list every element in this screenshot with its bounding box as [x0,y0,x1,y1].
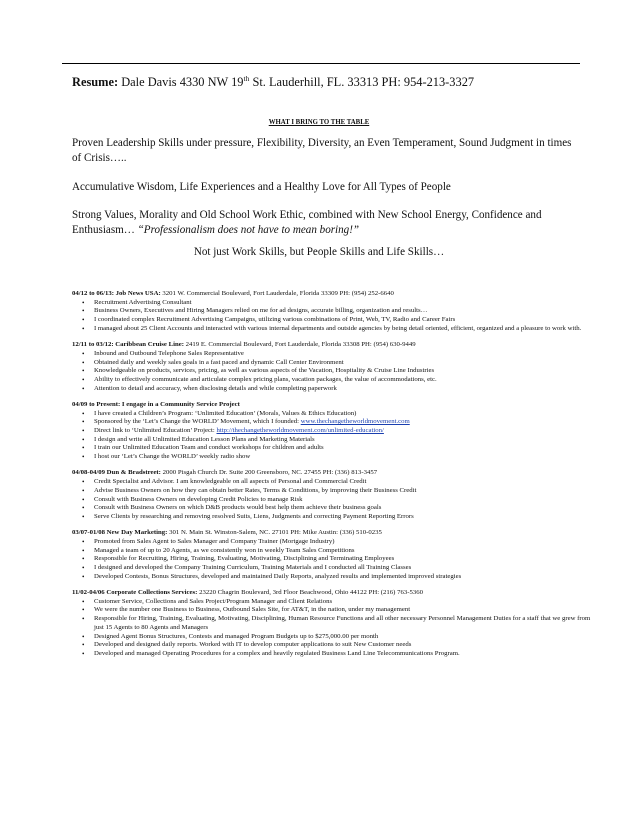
job-duty-item: • I train our Unlimited Education Team and conduct workshops for children and adults [72,444,592,453]
ordinal-suffix: th [243,74,250,83]
summary-values [72,208,572,237]
job-dates-employer: 04/12 to 06/13: Job News USA: [72,290,161,297]
job-duty-item: • Managed a team of up to 20 Agents, as we consistently won in weekly Team Sales Competitions [72,547,592,556]
job-duty-item: • Obtained daily and weekly sales goals in a fast paced and dynamic Call Center Environment [72,359,592,368]
job-duty-item: • Promoted from Sales Agent to Sales Manager and Company Trainer (Mortgage Industry) [72,538,592,547]
job-duty-item: • Responsible for Recruiting, Hiring, Training, Evaluating, Motivating, Disciplining and Terminating Employees [72,555,592,564]
job-duty-item: • I host our ‘Let’s Change the WORLD’ weekly radio show [72,453,592,462]
job-duty-item: • I managed about 25 Client Accounts and interacted with various internal departments and outside agencies by being detail oriented, efficient, organized and a pleasure to work with. [72,325,592,334]
job-duty-item: • Attention to detail and accuracy, when disclosing details and while completing paperwork [72,385,592,394]
job-address-phone: 3201 W. Commercial Boulevard, Fort Lauderdale, Florida 33309 PH: (954) 252-6640 [160,290,394,297]
job-duties-list [72,410,592,462]
contact-city-phone: St. Lauderhill, FL. 33313 PH: 954-213-3327 [249,75,475,90]
work-history [72,290,592,666]
job-entry [72,589,592,659]
resume-label: Resume: [72,75,119,90]
job-address-phone: 301 N. Main St. Winston-Salem, NC. 27101 PH: Mike Austin: (336) 510-0235 [167,529,382,537]
job-heading [72,589,592,598]
job-entry [72,469,592,521]
resume-header [72,74,592,90]
job-dates-employer: 04/09 to Present: I engage in a Community Service Project [72,400,240,408]
summary-leadership: Proven Leadership Skills under pressure, Flexibility, Diversity, an Even Temperament, Sound Judgment in times of Crisis….. [72,137,572,164]
job-entry [72,341,592,393]
job-duties-list [72,598,592,659]
summary-quote: “Professionalism does not have to mean boring!” [137,223,360,236]
job-duty-item: • We were the number one Business to Business, Outbound Sales Site, for AT&T, in the nation, under my management [72,606,592,615]
job-duty-item: • Developed Contests, Bonus Structures, developed and maintained Daily Reports, analyzed results and implemented improved strategies [72,573,592,582]
job-duty-item: • Designed Agent Bonus Structures, Contests and managed Program Budgets up to $275,000.00 per month [72,633,592,642]
job-duty-item: • Recruitment Advertising Consultant [72,299,592,308]
job-heading [72,401,592,410]
job-address-phone: 2000 Pisgah Church Dr. Suite 200 Greensboro, NC. 27455 PH: (336) 813-3457 [160,469,378,477]
job-duties-list [72,299,592,334]
job-duties-list [72,538,592,582]
website-link[interactable]: http://thechangetheworldmovement.com/unlimited-education/ [216,427,384,435]
job-duty-item: • Developed and managed Operating Procedures for a complex and heavily regulated Business Land Line Telecommunications Program. [72,650,592,659]
job-dates-employer: 03/07-01/08 New Day Marketing: [72,529,168,537]
job-duty-item: • Knowledgeable on products, services, pricing, as well as various aspects of the Vacation, Hospitality & Cruise Line Industries [72,367,592,376]
job-duty-item: • Responsible for Hiring, Training, Evaluating, Motivating, Disciplining, Human Resource Functions and all other necessary Personnel Management Duties for a staff that we grew from just 15 Agents to 80 Agents and Managers [72,615,592,632]
job-address-phone: 23220 Chagrin Boulevard, 3rd Floor Beachwood, Ohio 44122 PH: (216) 763-5360 [197,589,423,597]
contact-name-address: Dale Davis 4330 NW 19 [121,75,244,90]
job-duty-item: • Inbound and Outbound Telephone Sales Representative [72,350,592,359]
job-entry [72,290,592,334]
job-heading [72,341,592,350]
job-address-phone: 2419 E. Commercial Boulevard, Fort Lauderdale, Florida 33308 PH: (954) 630-9449 [183,341,416,349]
job-duty-item: • I have created a Children’s Program: ‘Unlimited Education’ (Morals, Values & Ethics Education) [72,410,592,419]
job-duty-item: • Direct link to ‘Unlimited Education’ Project: http://thechangetheworldmovement.com/unlimited-education/ [72,427,592,436]
job-dates-employer: 04/08-04/09 Dun & Bradstreet: [72,469,161,477]
job-heading [72,290,592,299]
job-duty-item: • I designed and developed the Company Training Curriculum, Training Materials and I conducted all Training Classes [72,564,592,573]
job-duty-item: • Ability to effectively communicate and articulate complex pricing plans, vacation packages, the value of accommodations, etc. [72,376,592,385]
summary-wisdom: Accumulative Wisdom, Life Experiences and a Healthy Love for All Types of People [72,181,451,193]
job-duty-item: • Credit Specialist and Advisor. I am knowledgeable on all aspects of Personal and Commercial Credit [72,478,592,487]
summary-skills-line: Not just Work Skills, but People Skills and Life Skills… [193,246,445,258]
job-dates-employer: 12/11 to 03/12: Caribbean Cruise Line: [72,341,184,349]
job-duty-item: • Advise Business Owners on how they can obtain better Rates, Terms & Conditions, by improving their Business Credit [72,487,592,496]
job-duty-item: • Consult with Business Owners on which D&B products would best help them achieve their business goals [72,504,592,513]
job-duty-item: • Business Owners, Executives and Hiring Managers relied on me for ad designs, accurate billing, organization and results… [72,307,592,316]
header-rule [62,63,580,64]
job-dates-employer: 11/02-04/06 Corporate Collections Services: [72,589,198,597]
job-duty-item: • Developed and designed daily reports. Worked with IT to develop computer applications to suit New Customer needs [72,641,592,650]
job-duty-item: • Sponsored by the ‘Let’s Change the WORLD’ Movement, which I founded: www.thechangetheworldmovement.com [72,418,592,427]
job-entry [72,529,592,581]
job-duties-list [72,478,592,522]
section-heading: WHAT I BRING TO THE TABLE [268,119,370,126]
job-duty-item: • I coordinated complex Recruitment Advertising Campaigns, utilizing various combinations of Print, Web, TV, Radio and Career Fairs [72,316,592,325]
job-duty-item: • Customer Service, Collections and Sales Project/Program Manager and Client Relations [72,598,592,607]
website-link[interactable]: www.thechangetheworldmovement.com [300,418,410,426]
job-duty-item: • I design and write all Unlimited Education Lesson Plans and Marketing Materials [72,436,592,445]
job-heading [72,469,592,478]
job-entry [72,401,592,462]
job-duty-item: • Serve Clients by researching and removing resolved Suits, Liens, Judgments and correcting Payment Reporting Errors [72,513,592,522]
job-duties-list [72,350,592,394]
summary-values-text: Strong Values, Morality and Old School Work Ethic, combined with New School Energy, Confidence and Enthusiasm… [72,209,542,236]
job-heading [72,529,592,538]
job-duty-item: • Consult with Business Owners on developing Credit Policies to manage Risk [72,496,592,505]
